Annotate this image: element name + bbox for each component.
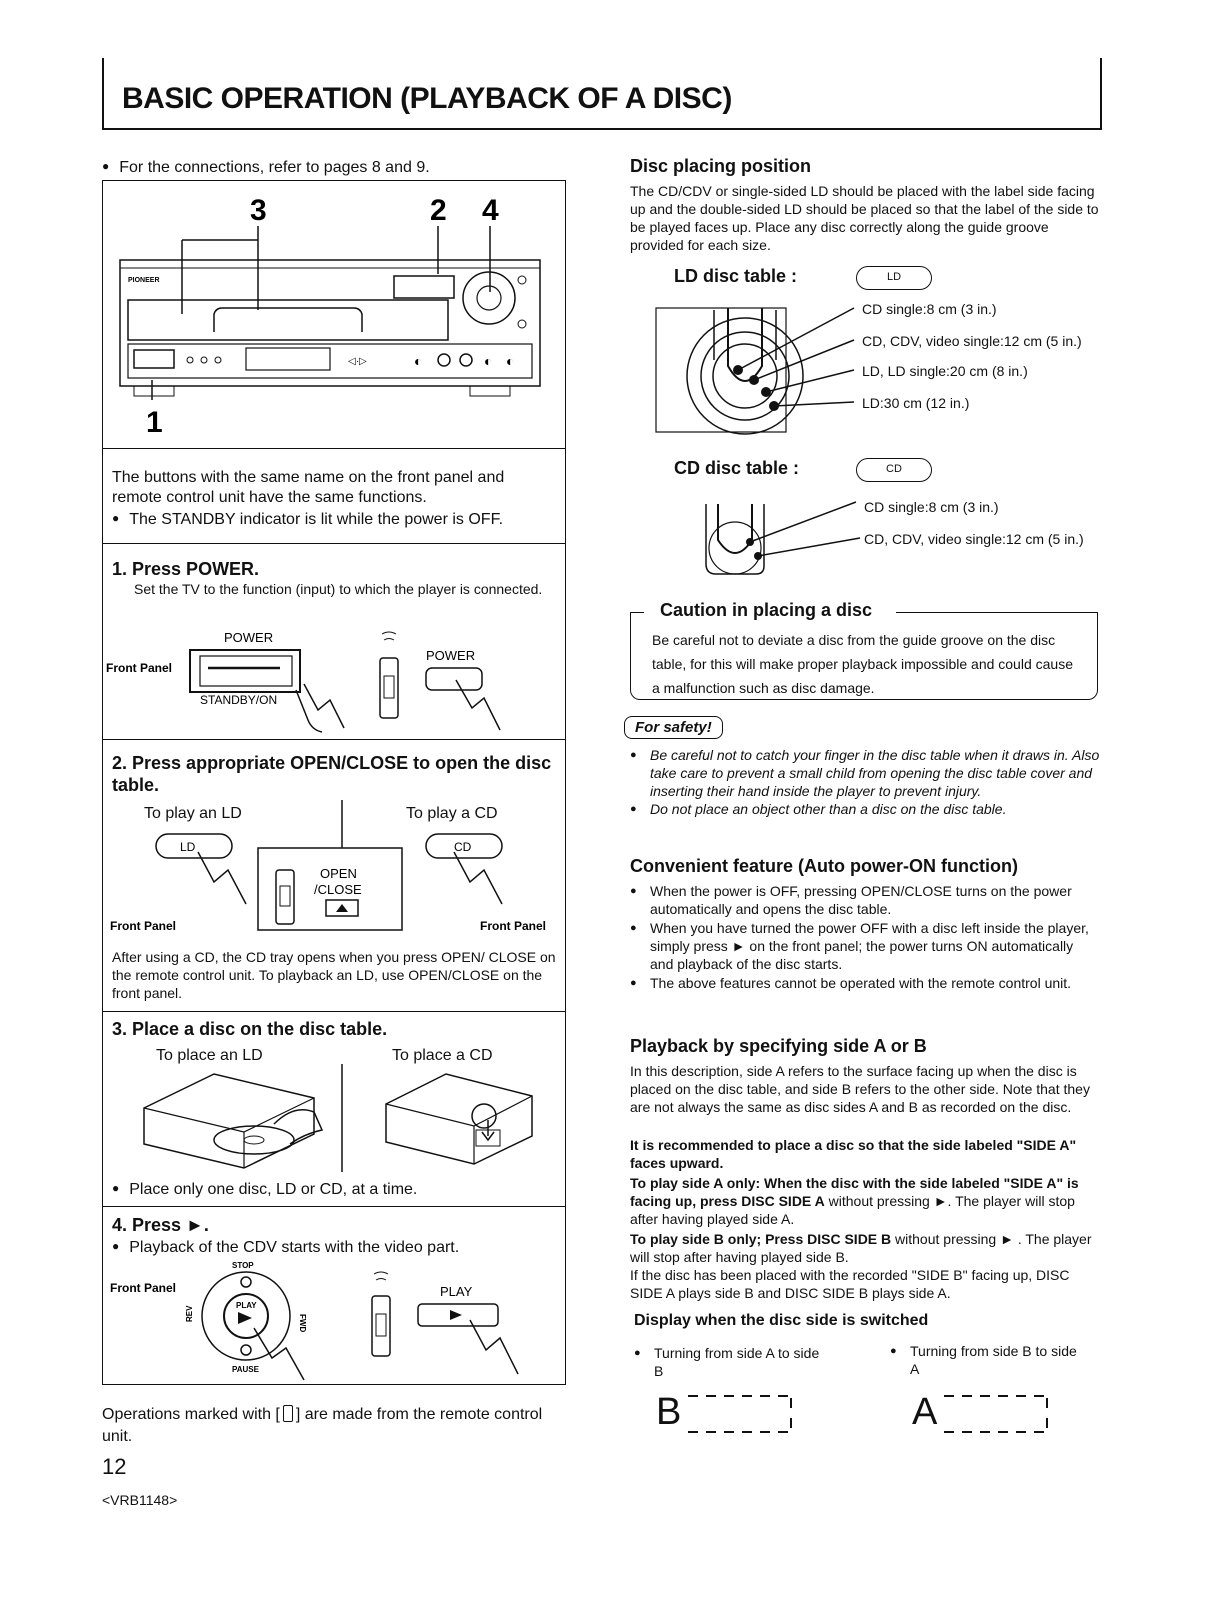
safety-list bbox=[630, 746, 1100, 818]
callout-4: 4 bbox=[482, 194, 499, 227]
front-panel-left: Front Panel bbox=[110, 919, 177, 933]
power-label: POWER bbox=[224, 630, 274, 645]
divider bbox=[102, 1011, 566, 1012]
to-place-cd: To place a CD bbox=[392, 1047, 493, 1064]
display-b-to-a bbox=[890, 1342, 1080, 1378]
caution-rule-left bbox=[630, 612, 644, 613]
svg-text:◐: ◐ bbox=[484, 353, 493, 369]
step3-title: 3. Place a disc on the disc table. bbox=[112, 1019, 388, 1039]
remote-note bbox=[102, 1404, 572, 1448]
close-label: /CLOSE bbox=[314, 882, 362, 897]
convenient-heading: Convenient feature (Auto power-ON function) bbox=[630, 856, 1018, 876]
sides-p4-bold: To play side B only; Press DISC SIDE B bbox=[630, 1231, 892, 1247]
cd-size-2: CD, CDV, video single:12 cm (5 in.) bbox=[864, 531, 1084, 547]
fwd-label: FWD bbox=[298, 1314, 307, 1333]
safety-item: ● Do not place an object other than a disc on the disc table. bbox=[630, 800, 1100, 818]
sides-p3-rest: without pressing ►. The player will stop after having played side A. bbox=[630, 1193, 1075, 1227]
sides-heading: Playback by specifying side A or B bbox=[630, 1036, 927, 1056]
ld-size-2: CD, CDV, video single:12 cm (5 in.) bbox=[862, 333, 1082, 349]
divider bbox=[102, 1206, 566, 1207]
safety-item: ● Be careful not to catch your finger in the disc table when it draws in. Also take care to prevent a small child from opening the disc table cover and inserting their hand inside the player to prevent injury. bbox=[630, 746, 1100, 800]
sides-p3-bold: To play side A only: When the disc with the side labeled "SIDE A" is facing up, press DISC SIDE A bbox=[630, 1175, 1079, 1209]
callout-2: 2 bbox=[430, 194, 447, 227]
pause-label: PAUSE bbox=[232, 1365, 259, 1374]
to-play-ld: To play an LD bbox=[144, 805, 242, 822]
sides-p4 bbox=[630, 1230, 1100, 1266]
safety-heading: For safety! bbox=[624, 716, 723, 739]
power-button-diagram bbox=[104, 620, 564, 736]
step2-note: After using a CD, the CD tray opens when you press OPEN/ CLOSE on the remote control unit. To playback an LD, use OPEN/CLOSE on the front panel. bbox=[112, 949, 556, 1001]
doc-code: <VRB1148> bbox=[102, 1492, 178, 1508]
divider bbox=[102, 543, 566, 544]
connections-note-text: For the connections, refer to pages 8 and 9. bbox=[119, 159, 430, 176]
player-front-diagram bbox=[104, 182, 564, 446]
disc-placing-heading: Disc placing position bbox=[630, 156, 812, 176]
divider bbox=[102, 448, 566, 449]
step3-bullet-text: Place only one disc, LD or CD, at a time. bbox=[129, 1181, 418, 1198]
caution-heading: Caution in placing a disc bbox=[656, 600, 876, 621]
front-panel-right: Front Panel bbox=[480, 919, 547, 933]
connections-note bbox=[102, 158, 430, 178]
convenient-item: ● The above features cannot be operated with the remote control unit. bbox=[630, 974, 1100, 992]
step1-text: Set the TV to the function (input) to which the player is connected. bbox=[134, 581, 543, 597]
remote-note-b: ] are made from the remote control unit. bbox=[102, 1406, 543, 1445]
caution-rule-right bbox=[896, 612, 1098, 613]
ld-table-button: LD bbox=[856, 266, 932, 290]
display-segments-a bbox=[944, 1390, 1054, 1438]
ld-size-1: CD single:8 cm (3 in.) bbox=[862, 301, 997, 317]
to-place-ld: To place an LD bbox=[156, 1047, 263, 1064]
sides-p5: If the disc has been placed with the recorded "SIDE B" facing up, DISC SIDE A plays side B and DISC SIDE B plays side A. bbox=[630, 1267, 1070, 1301]
front-panel-label-4: Front Panel bbox=[110, 1281, 177, 1295]
open-label: OPEN bbox=[320, 866, 357, 881]
sides-p4-rest: without pressing ► . The player will stop after having played side B. bbox=[630, 1231, 1092, 1265]
display-segments-b bbox=[688, 1390, 798, 1438]
stop-label: STOP bbox=[232, 1261, 254, 1270]
display-heading: Display when the disc side is switched bbox=[634, 1312, 929, 1329]
display-a-to-b-text: ● Turning from side A to side B bbox=[634, 1344, 824, 1380]
intro-bullet bbox=[112, 510, 558, 530]
play-button-diagram bbox=[104, 1254, 564, 1382]
callout-1: 1 bbox=[146, 406, 163, 439]
brand-logo: PIONEER bbox=[128, 277, 160, 284]
sides-p3 bbox=[630, 1174, 1100, 1228]
intro-text: The buttons with the same name on the front panel and remote control unit have the same functions. bbox=[112, 469, 505, 506]
intro-bullet-text: The STANDBY indicator is lit while the power is OFF. bbox=[129, 511, 504, 528]
to-play-cd: To play a CD bbox=[406, 805, 498, 822]
ld-table-diagram bbox=[650, 296, 860, 436]
svg-text:◐: ◐ bbox=[506, 353, 515, 369]
step1-title: 1. Press POWER. bbox=[112, 559, 260, 579]
sides-p2: It is recommended to place a disc so that the side labeled "SIDE A" faces upward. bbox=[630, 1137, 1077, 1171]
step4-title: 4. Press ►. bbox=[112, 1215, 209, 1235]
rev-label: REV bbox=[185, 1305, 194, 1322]
step2-title: 2. Press appropriate OPEN/CLOSE to open the disc table. bbox=[112, 753, 552, 795]
convenient-item: ● When the power is OFF, pressing OPEN/CLOSE turns on the power automatically and opens the disc table. bbox=[630, 882, 1100, 918]
cd-table-label: CD disc table : bbox=[674, 458, 800, 478]
remote-note-a: Operations marked with [ bbox=[102, 1406, 280, 1423]
svg-text:◐: ◐ bbox=[414, 353, 423, 369]
caution-text: Be careful not to deviate a disc from the guide groove on the disc table, for this will make proper playback impossible and could cause a malfunction such as disc damage. bbox=[652, 632, 1073, 696]
page-title: BASIC OPERATION (PLAYBACK OF A DISC) bbox=[122, 82, 732, 115]
front-panel-label: Front Panel bbox=[106, 661, 173, 675]
convenient-list bbox=[630, 882, 1100, 992]
ld-size-4: LD:30 cm (12 in.) bbox=[862, 395, 970, 411]
display-letter-b: B bbox=[656, 1391, 682, 1433]
callout-3: 3 bbox=[250, 194, 267, 227]
sides-p1: In this description, side A refers to the surface facing up when the disc is placed on the disc table, and side B refers to the other side. Note that they are not always the same as disc sides A and B as recorded on the disc. bbox=[630, 1063, 1090, 1115]
divider bbox=[102, 739, 566, 740]
display-a-to-b bbox=[634, 1344, 824, 1380]
open-close-diagram bbox=[104, 800, 564, 940]
cd-table-diagram bbox=[700, 490, 870, 580]
standby-label: STANDBY/ON bbox=[200, 693, 278, 707]
remote-power-label: POWER bbox=[426, 648, 476, 663]
disc-placement-diagram bbox=[104, 1064, 564, 1174]
cd-size-1: CD single:8 cm (3 in.) bbox=[864, 499, 999, 515]
disc-placing-text: The CD/CDV or single-sided LD should be placed with the label side facing up and the double-sided LD should be placed so that the label of the side to be played faces up. Place any disc correctly along the guide groove provided for each size. bbox=[630, 183, 1099, 253]
display-b-to-a-text: ● Turning from side B to side A bbox=[890, 1342, 1080, 1378]
cd-button-label: CD bbox=[454, 840, 472, 854]
remote-icon bbox=[283, 1405, 293, 1422]
step4-bullet-text: Playback of the CDV starts with the video part. bbox=[129, 1239, 460, 1256]
display-letter-a: A bbox=[912, 1391, 938, 1433]
step3-bullet bbox=[112, 1180, 417, 1200]
remote-play-label: PLAY bbox=[440, 1284, 473, 1299]
page-number: 12 bbox=[102, 1454, 127, 1479]
ld-button-label: LD bbox=[180, 840, 196, 854]
ld-table-label: LD disc table : bbox=[674, 266, 798, 286]
play-center-label: PLAY bbox=[236, 1301, 257, 1310]
cd-table-button: CD bbox=[856, 458, 932, 482]
svg-text:◁·▷: ◁·▷ bbox=[348, 356, 367, 367]
ld-size-3: LD, LD single:20 cm (8 in.) bbox=[862, 363, 1028, 379]
convenient-item: ● When you have turned the power OFF with a disc left inside the player, simply press ► on the front panel; the power turns ON automatically and playback of the disc starts. bbox=[630, 919, 1100, 973]
